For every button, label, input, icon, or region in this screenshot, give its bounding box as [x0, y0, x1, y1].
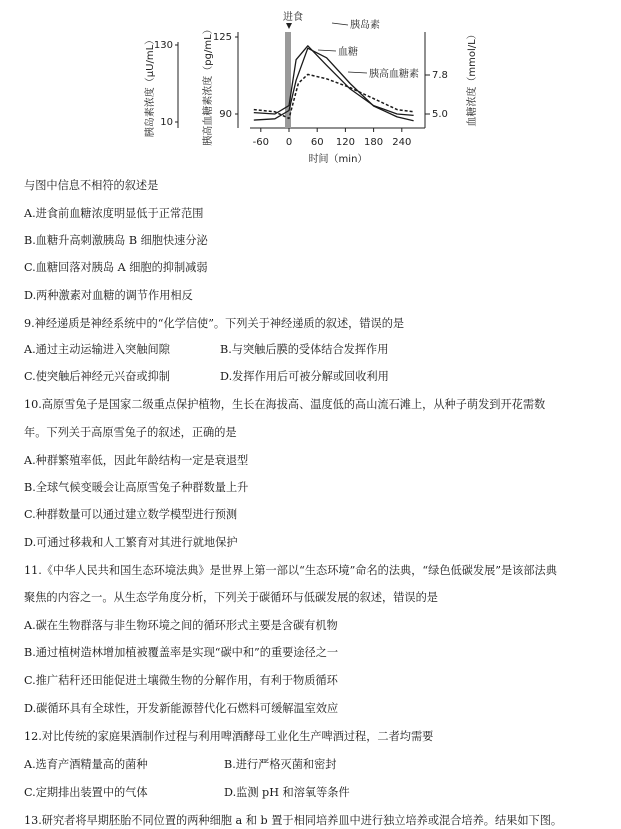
line-q11-stem1: 11.《中华人民共和国生态环境法典》是世界上第一部以“生态环境”命名的法典，“绿色低碳发展”是该部法典 — [24, 564, 557, 577]
x-tick-label: -60 — [252, 137, 269, 148]
left-tick-130: 130 — [153, 40, 173, 51]
y-left-label: 胰岛素浓度（μU/mL） — [145, 34, 156, 138]
line-q8-d: D.两种激素对血糖的调节作用相反 — [24, 289, 193, 302]
option-right: B.进行严格灭菌和密封 — [224, 758, 337, 771]
option-right: D.监测 pH 和溶氧等条件 — [224, 786, 350, 799]
line-q12-cd — [24, 785, 350, 801]
line-q8-a: A.进食前血糖浓度明显低于正常范围 — [24, 207, 204, 220]
legend-glucose: 血糖 — [338, 47, 358, 58]
line-q11-d: D.碳循环具有全球性，开发新能源替代化石燃料可缓解温室效应 — [24, 702, 339, 715]
hormone-glucose-chart — [120, 0, 500, 168]
insulin-series-line — [254, 48, 414, 121]
line-q10-d: D.可通过移栽和人工繁育对其进行就地保护 — [24, 536, 238, 549]
glucose-series-line — [254, 46, 414, 116]
x-tick-label: 0 — [285, 137, 293, 148]
x-tick-label: 60 — [310, 137, 324, 148]
line-q11-stem2: 聚焦的内容之一。从生态学角度分析，下列关于碳循环与低碳发展的叙述，错误的是 — [24, 591, 438, 604]
feeding-annotation: 进食 — [283, 12, 303, 23]
line-q10-stem1: 10.高原雪兔子是国家二级重点保护植物，生长在海拔高、温度低的高山流石滩上，从种子萌发到开花需数 — [24, 398, 546, 411]
option-left: C.使突触后神经元兴奋或抑制 — [24, 370, 170, 383]
option-left: C.定期排出装置中的气体 — [24, 786, 148, 799]
x-tick-label: 120 — [335, 137, 355, 148]
x-tick-label: 240 — [392, 137, 412, 148]
option-left: A.通过主动运输进入突触间隙 — [24, 343, 170, 356]
line-q11-c: C.推广秸秆还田能促进土壤微生物的分解作用，有利于物质循环 — [24, 674, 338, 687]
option-left: A.选育产酒精量高的菌种 — [24, 758, 148, 771]
right-tick-5.0: 5.0 — [432, 109, 448, 120]
option-right: D.发挥作用后可被分解或回收利用 — [220, 370, 389, 383]
x-tick-label: 180 — [364, 137, 384, 148]
y-right-label: 血糖浓度（mmol/L） — [467, 29, 478, 127]
line-q8-c: C.血糖回落对胰岛 A 细胞的抑制减弱 — [24, 261, 208, 274]
line-q9-cd — [24, 369, 389, 385]
x-axis-label: 时间（min） — [308, 154, 368, 165]
line-q8-b: B.血糖升高刺激胰岛 B 细胞快速分泌 — [24, 234, 208, 247]
line-q10-a: A.种群繁殖率低，因此年龄结构一定是衰退型 — [24, 454, 249, 467]
line-q13-stem: 13.研究者将早期胚胎不同位置的两种细胞 a 和 b 置于相同培养皿中进行独立培养或混合培养。结果如下图。 — [24, 814, 563, 827]
mid-tick-90: 90 — [219, 109, 232, 120]
line-q10-c: C.种群数量可以通过建立数学模型进行预测 — [24, 508, 238, 521]
right-tick-7.8: 7.8 — [432, 70, 448, 81]
y-mid-label: 胰高血糖素浓度（pg/mL） — [203, 24, 214, 146]
left-tick-10: 10 — [160, 117, 173, 128]
feeding-arrow-icon — [286, 23, 292, 29]
line-q11-b: B.通过植树造林增加植被覆盖率是实现“碳中和”的重要途径之一 — [24, 646, 339, 659]
line-q10-b: B.全球气候变暖会让高原雪兔子种群数量上升 — [24, 481, 249, 494]
line-q8-stem: 与图中信息不相符的叙述是 — [24, 179, 159, 192]
option-right: B.与突触后膜的受体结合发挥作用 — [220, 343, 389, 356]
line-q12-stem: 12.对比传统的家庭果酒制作过程与利用啤酒酵母工业化生产啤酒过程，二者均需要 — [24, 730, 434, 743]
line-q11-a: A.碳在生物群落与非生物环境之间的循环形式主要是含碳有机物 — [24, 619, 338, 632]
legend-glucagon: 胰高血糖素 — [369, 69, 419, 80]
legend-insulin: 胰岛素 — [350, 20, 380, 31]
mid-tick-125: 125 — [212, 32, 232, 43]
line-q12-ab — [24, 757, 336, 773]
line-q9-stem: 9.神经递质是神经系统中的“化学信使”。下列关于神经递质的叙述，错误的是 — [24, 317, 405, 330]
line-q9-ab — [24, 342, 388, 358]
line-q10-stem2: 年。下列关于高原雪兔子的叙述，正确的是 — [24, 426, 237, 439]
